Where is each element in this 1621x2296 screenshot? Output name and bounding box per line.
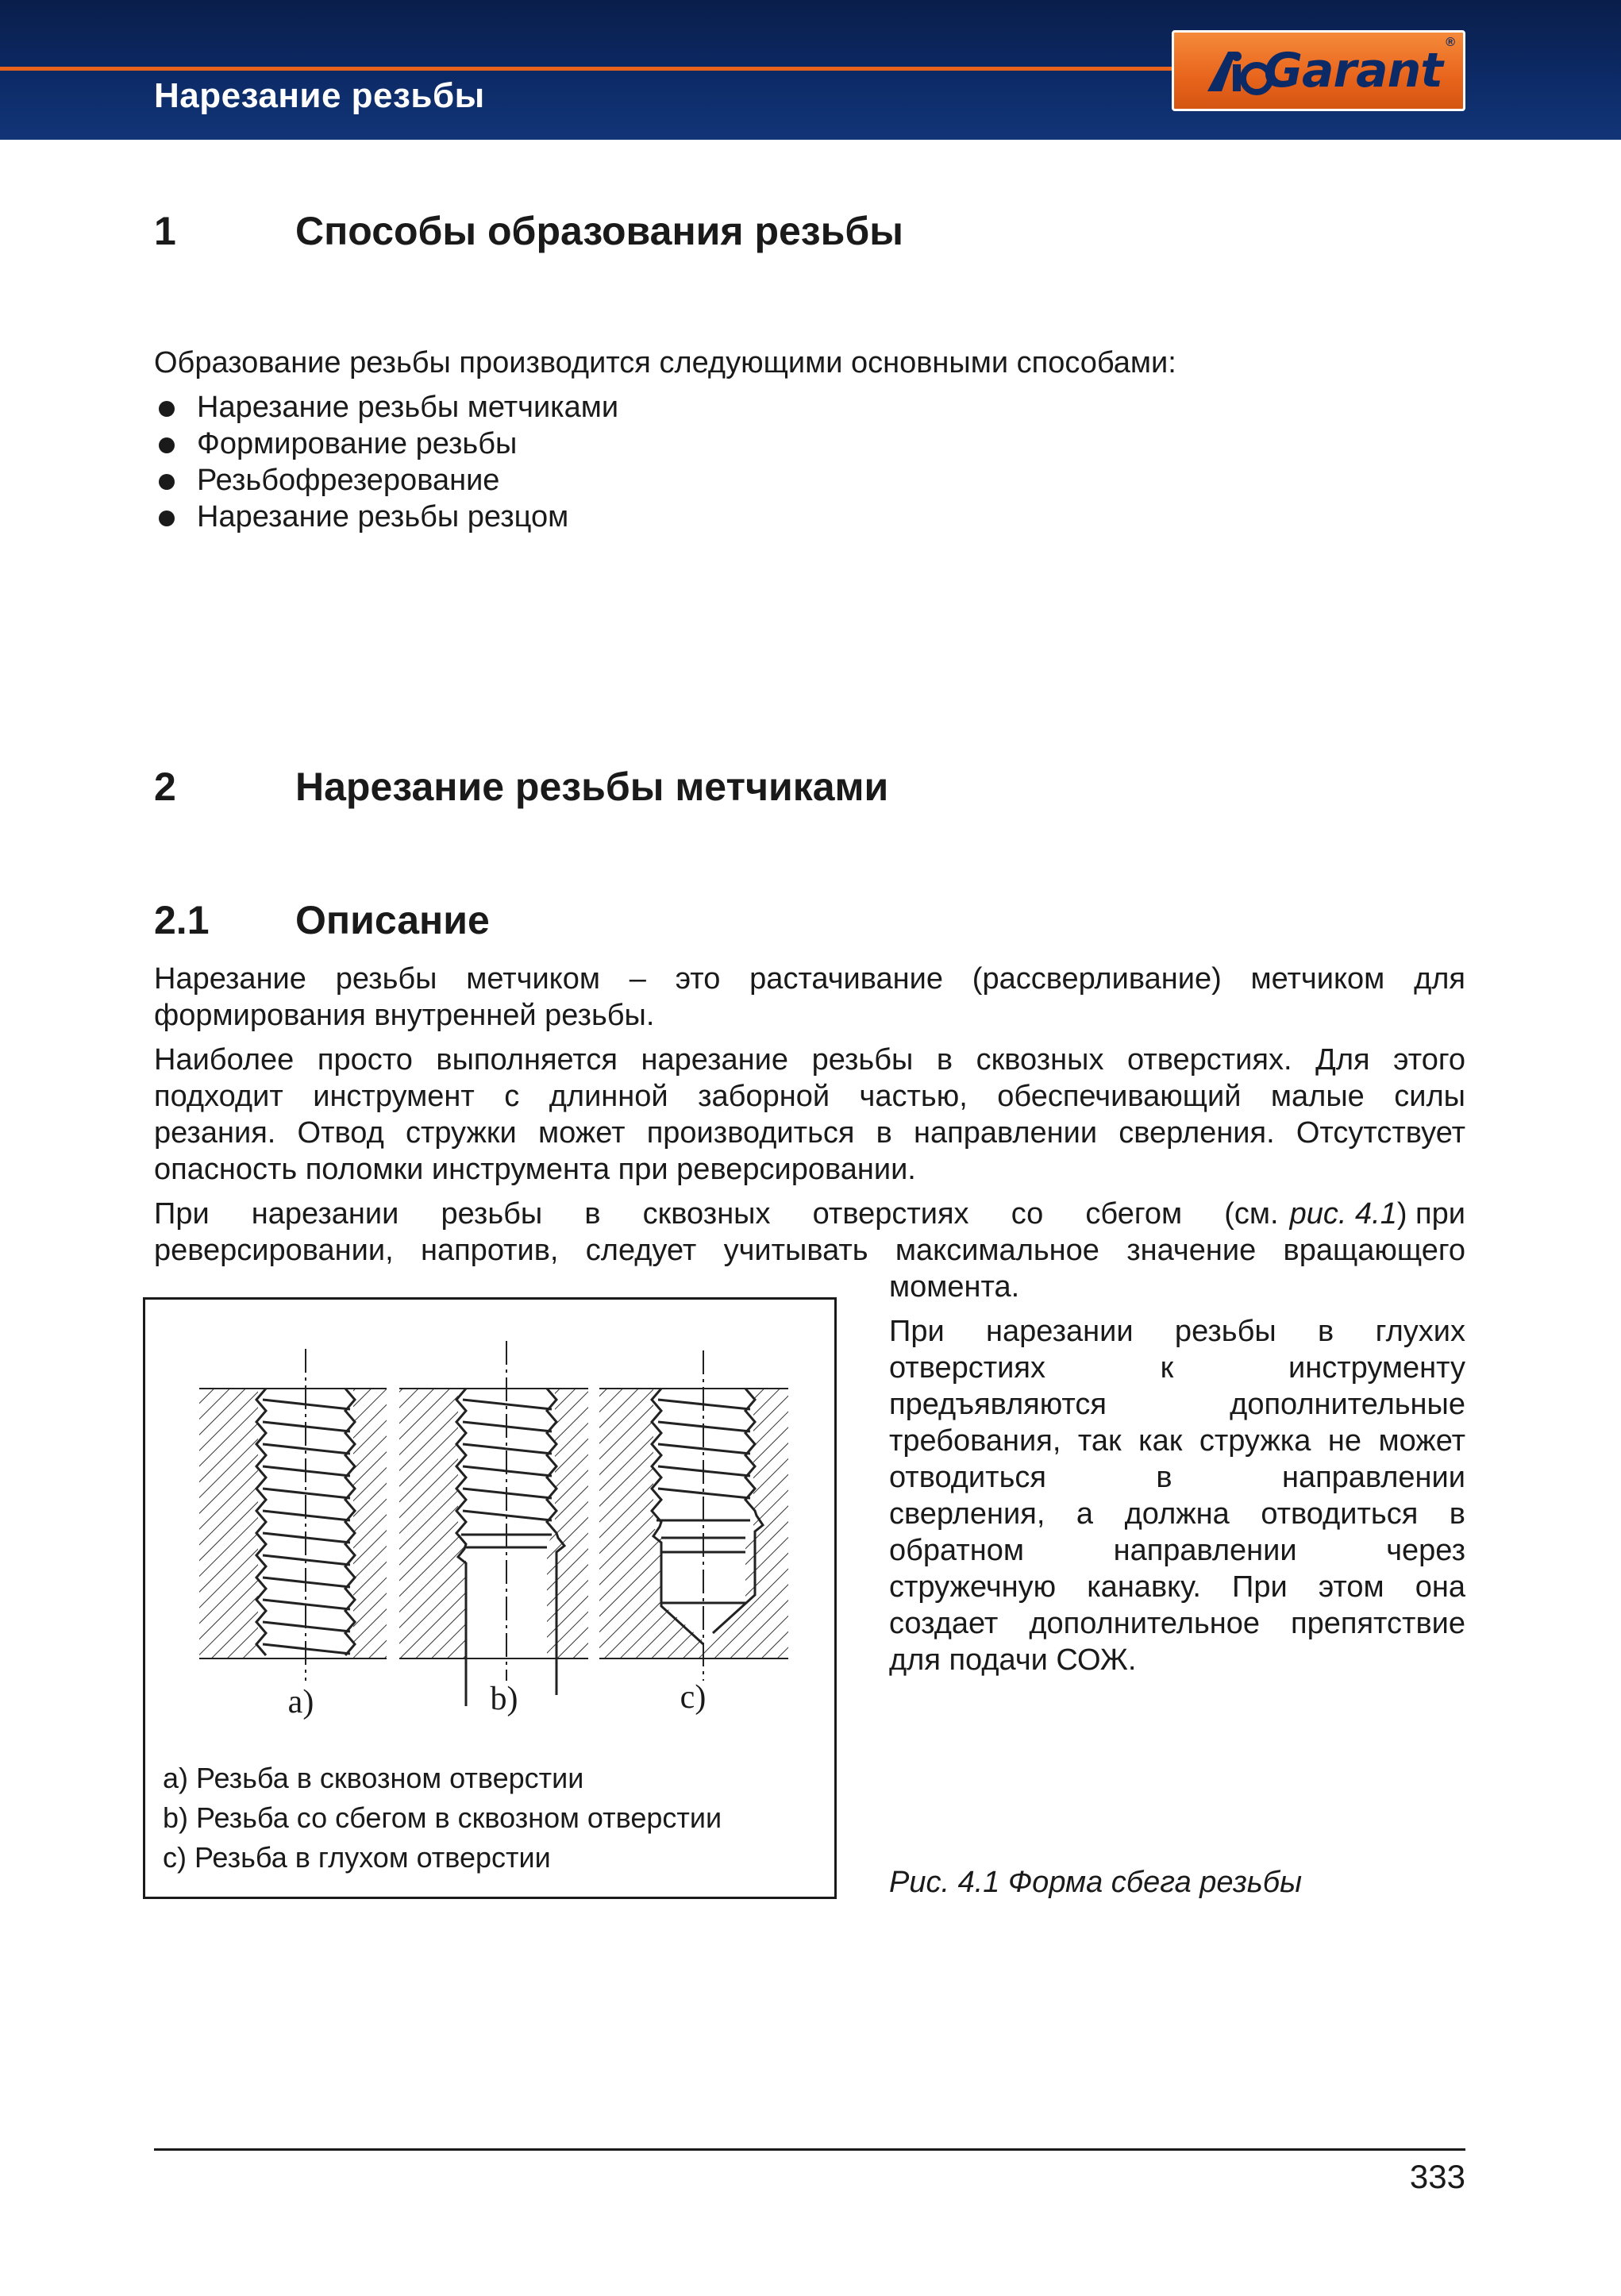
list-item: Нарезание резьбы метчиками — [154, 389, 618, 426]
list-item: Резьбофрезерование — [154, 462, 618, 499]
page-number: 333 — [1409, 2158, 1465, 2195]
logo-registered-mark: ® — [1446, 36, 1455, 49]
section-title: Описание — [295, 898, 490, 942]
garant-logo — [1172, 30, 1465, 111]
section-title: Нарезание резьбы метчиками — [295, 765, 889, 809]
paragraph-line: предъявляются дополнительные — [889, 1388, 1465, 1421]
section-1-intro: Образование резьбы производится следующими основными способами: — [154, 346, 1176, 379]
list-item: Формирование резьбы — [154, 426, 618, 462]
bullet-icon — [159, 437, 175, 453]
diagram-label-b: b) — [490, 1681, 518, 1717]
paragraph-line: момента. — [889, 1270, 1020, 1304]
paragraph-line: отверстиях к инструменту — [889, 1351, 1465, 1385]
section-number: 1 — [154, 209, 176, 253]
bullet-icon — [159, 474, 175, 490]
section-2-1-heading — [154, 897, 490, 943]
figure-reference: рис. 4.1 — [1289, 1197, 1397, 1231]
paragraph-line: Нарезание резьбы метчиком – это растачивание (рассверливание) метчиком для — [154, 962, 1465, 996]
paragraph-line: сверления, а должна отводиться в — [889, 1497, 1465, 1531]
figure-caption: Рис. 4.1 Форма сбега резьбы — [889, 1866, 1303, 1899]
header-accent-line — [0, 67, 1172, 71]
paragraph-line: При нарезании резьбы в сквозных отверстиях со сбегом (см. рис. 4.1) при — [154, 1197, 1465, 1231]
section-2-heading — [154, 764, 888, 810]
through-hole-thread-diagram — [199, 1349, 387, 1681]
paragraph-line: для подачи СОЖ. — [889, 1643, 1137, 1677]
paragraph-line: реверсировании, напротив, следует учитывать максимальное значение вращающего — [154, 1234, 1465, 1267]
thread-runout-figure — [143, 1297, 837, 1899]
bullet-icon — [159, 401, 175, 417]
figure-legend-item: c) Резьба в глухом отверстии — [163, 1841, 551, 1874]
section-number: 2.1 — [154, 898, 210, 942]
list-item: Нарезание резьбы резцом — [154, 499, 618, 535]
diagram-label-a: a) — [287, 1684, 314, 1720]
paragraph-line: формирования внутренней резьбы. — [154, 999, 655, 1032]
paragraph-line: опасность поломки инструмента при реверсировании. — [154, 1153, 916, 1186]
paragraph-line: резания. Отвод стружки может производиться в направлении сверления. Отсутствует — [154, 1116, 1465, 1150]
paragraph-line: подходит инструмент с длинной заборной частью, обеспечивающий малые силы — [154, 1080, 1465, 1113]
figure-legend-item: b) Резьба со сбегом в сквозном отверстии — [163, 1801, 722, 1834]
footer-rule — [154, 2148, 1465, 2151]
logo-wordmark: Garant — [1263, 43, 1442, 98]
paragraph-line: отводиться в направлении — [889, 1461, 1465, 1494]
garant-logo-icon — [1201, 47, 1273, 96]
section-title: Способы образования резьбы — [295, 209, 903, 253]
diagram-label-c: c) — [680, 1679, 707, 1716]
figure-legend-item: a) Резьба в сквозном отверстии — [163, 1762, 584, 1794]
paragraph-line: Наиболее просто выполняется нарезание резьбы в сквозных отверстиях. Для этого — [154, 1043, 1465, 1077]
paragraph-line: создает дополнительное препятствие — [889, 1607, 1465, 1640]
header-title: Нарезание резьбы — [154, 76, 485, 115]
paragraph-line: обратном направлении через — [889, 1534, 1465, 1567]
section-1-heading — [154, 208, 903, 254]
runout-thread-diagram — [399, 1341, 588, 1706]
bullet-icon — [159, 510, 175, 526]
paragraph-line: При нарезании резьбы в глухих — [889, 1315, 1465, 1348]
methods-list — [154, 389, 618, 535]
paragraph-line: требования, так как стружка не может — [889, 1424, 1465, 1458]
blind-hole-thread-diagram — [599, 1350, 788, 1681]
section-number: 2 — [154, 765, 176, 809]
page-header — [0, 0, 1621, 140]
thread-diagrams — [145, 1300, 834, 1744]
paragraph-line: стружечную канавку. При этом она — [889, 1570, 1465, 1604]
